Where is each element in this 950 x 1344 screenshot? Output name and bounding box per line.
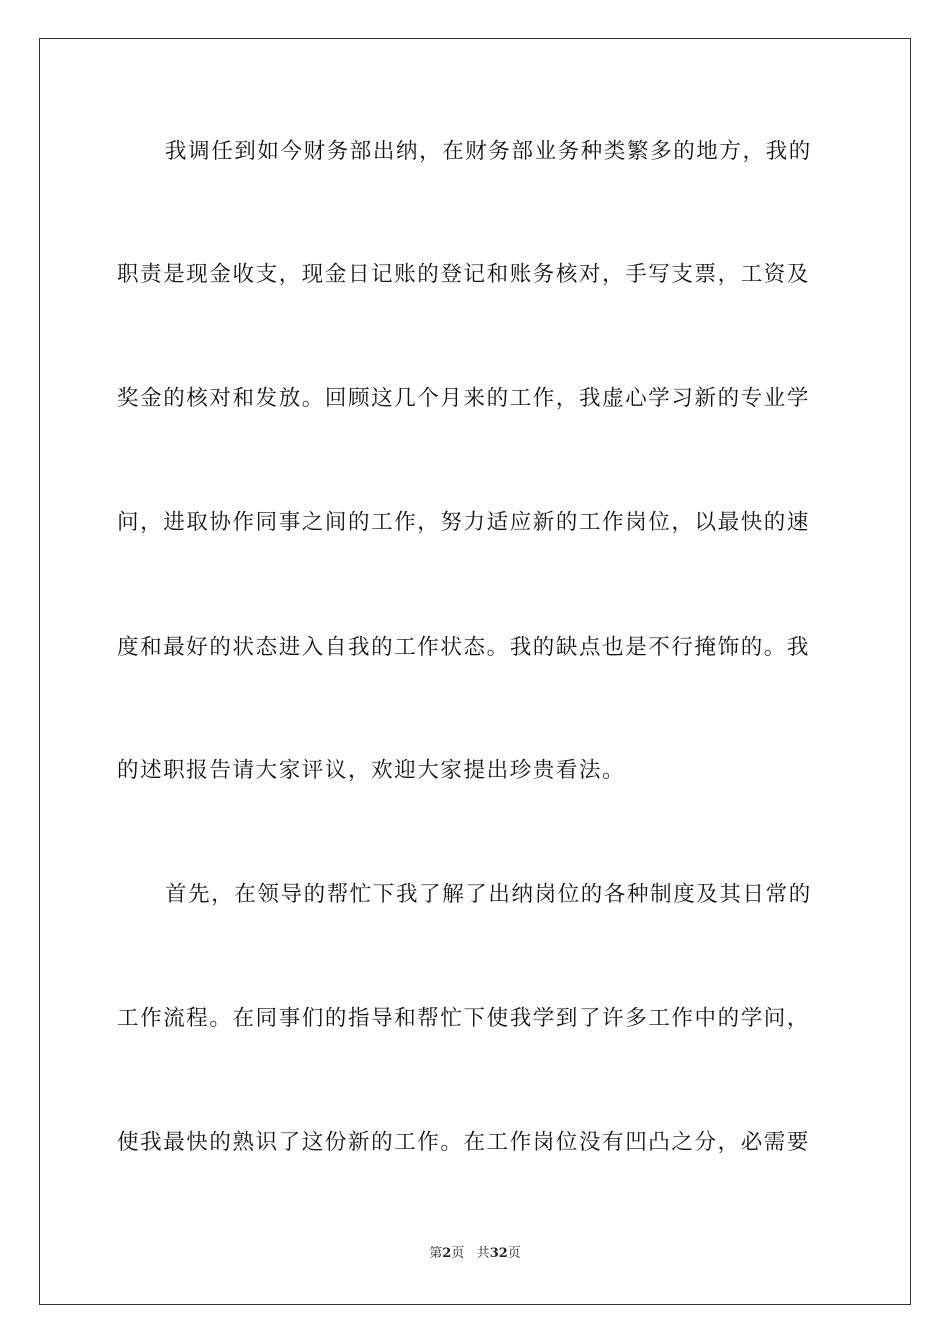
page-prefix: 第 bbox=[429, 1246, 443, 1261]
page-footer bbox=[0, 1242, 950, 1261]
paragraph-1-line-1: 我调任到如今财务部出纳，在财务部业务种类繁多的地方，我的 bbox=[165, 139, 812, 164]
paragraph-1-line-6: 的述职报告请大家评议，欢迎大家提出珍贵看法。 bbox=[117, 758, 626, 783]
paragraph-2-line-3: 使我最快的熟识了这份新的工作。在工作岗位没有凹凸之分，必需要 bbox=[117, 1130, 811, 1155]
paragraph-1-line-2: 职责是现金收支，现金日记账的登记和账务核对，手写支票，工资及 bbox=[117, 262, 811, 287]
page-suffix: 页 bbox=[451, 1246, 465, 1261]
paragraph-2-line-2: 工作流程。在同事们的指导和帮忙下使我学到了许多工作中的学问， bbox=[117, 1006, 811, 1031]
paragraph-1-line-4: 问，进取协作同事之间的工作，努力适应新的工作岗位，以最快的速 bbox=[117, 510, 811, 535]
paragraph-1-line-3: 奖金的核对和发放。回顾这几个月来的工作，我虚心学习新的专业学 bbox=[117, 386, 811, 411]
total-suffix: 页 bbox=[507, 1246, 521, 1261]
paragraph-2-line-1: 首先，在领导的帮忙下我了解了出纳岗位的各种制度及其日常的 bbox=[165, 882, 812, 907]
total-pages: 32 bbox=[489, 1246, 508, 1261]
total-prefix: 共 bbox=[476, 1246, 490, 1261]
paragraph-1-line-5: 度和最好的状态进入自我的工作状态。我的缺点也是不行掩饰的。我 bbox=[117, 635, 811, 660]
page-number: 2 bbox=[442, 1246, 452, 1261]
